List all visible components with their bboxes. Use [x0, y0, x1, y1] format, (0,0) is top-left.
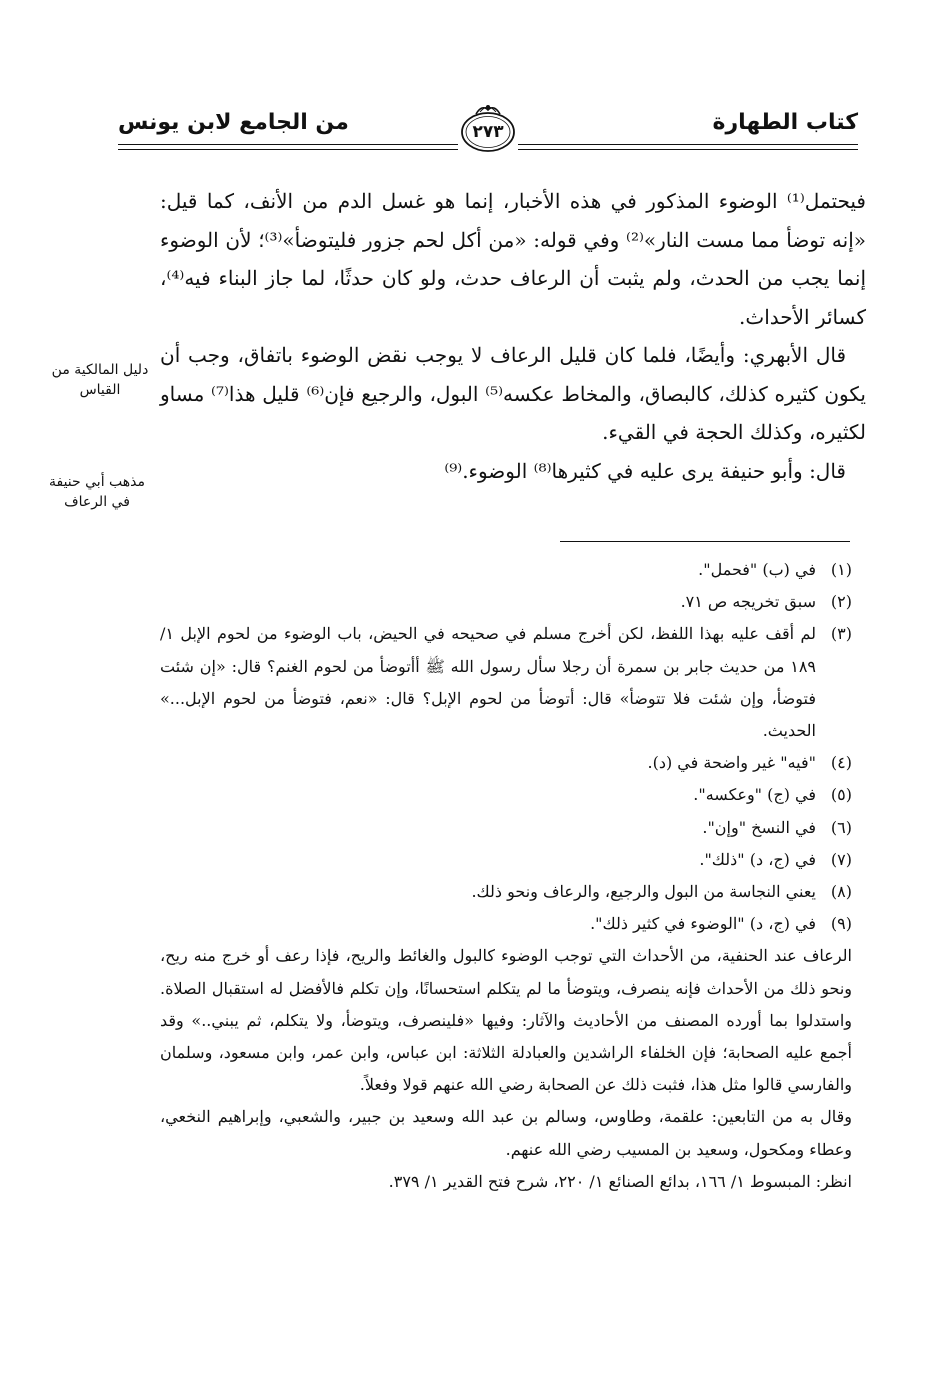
footnote: [160, 844, 852, 876]
footnote-number: (٣): [830, 624, 852, 644]
footnote-number: (٤): [830, 753, 852, 773]
footnote-continuation: وقال به من التابعين: علقمة، وطاوس، وسالم بن عبد الله وسعيد بن جبير، والشعبي، وإبراهيم النخعي، وعطاء ومكحول، وسعيد بن المسيب رضي الله عنهم.: [160, 1107, 853, 1159]
footnote-text: يعني النجاسة من البول والرجيع، والرعاف ونحو ذلك.: [471, 882, 816, 902]
footnote: [160, 586, 852, 618]
footnote-references: انظر: المبسوط ١/ ١٦٦، بدائع الصنائع ١/ ٢٢٠، شرح فتح القدير ١/ ٣٧٩.: [388, 1171, 852, 1191]
footnote-continuation: الرعاف عند الحنفية، من الأحداث التي توجب الوضوء كالبول والغائط والريح، فإذا رعف أو خرج منه ريح، ونحو ذلك من الأحداث فإنه ينصرف، ويتوضأ ما لم يتكلم استحسانًا، وإن تكلم فالأفضل له استقبال الصلاة. واستدلوا بما أورده المصنف من الأحاديث والآثار: وفيها «فلينصرف، ويتوضأ، ولا يتكلم، ثم يبني..» وقد أجمع عليه الصحابة؛ فإن الخلفاء الراشدين والعبادلة الثلاثة: ابن عباس، وابن عمر، وابن مسعود، وسلمان والفارسي قالوا مثل هذا، فثبت ذلك عن الصحابة رضي الله عنهم قولا وفعلاً.: [160, 946, 852, 1095]
page-number: ٢٧٣: [472, 122, 504, 142]
footnote-number: (٢): [830, 592, 852, 612]
footnote-text: "فيه" غير واضحة في (د).: [647, 753, 816, 773]
footnote-text: في (ج) "وعكسه".: [693, 785, 816, 805]
book-title: من الجامع لابن يونس: [118, 110, 349, 135]
paragraph: قال الأبهري: وأيضًا، فلما كان قليل الرعاف لا يوجب نقض الوضوء باتفاق، وجب أن يكون كثيره كذلك، كالبصاق، والمخاط عكسه⁽⁵⁾ البول، والرجيع فإن⁽⁶⁾ قليل هذا⁽⁷⁾ مساو لكثيره، وكذلك الحجة في القيء.: [160, 343, 866, 444]
footnote-text: في النسخ "وإن".: [702, 817, 816, 837]
footnote-text: لم أقف عليه بهذا اللفظ، لكن أخرج مسلم في صحيحه في الحيض، باب الوضوء من لحوم الإبل ١/ ١٨٩ من حديث جابر بن سمرة أن رجلا سأل رسول الله ﷺ أأتوضأ من لحوم الغنم؟ قال: «إن شئت فتوضأ، وإن شئت فلا تتوضأ» قال: أتوضأ من لحوم الإبل؟ قال: «نعم، فتوضأ من لحوم الإبل...» الحديث.: [160, 624, 817, 741]
running-header: [118, 100, 858, 160]
main-text: [160, 182, 866, 490]
footnote-number: (٥): [830, 785, 852, 805]
footnote-text: في (ج، د) "الوضوء في كثير ذلك".: [590, 914, 816, 934]
paragraph: قال: وأبو حنيفة يرى عليه في كثيرها⁽⁸⁾ الوضوء.⁽⁹⁾: [444, 458, 846, 483]
footnote: [160, 876, 852, 908]
footnote: [160, 747, 852, 779]
footnote-separator: [560, 541, 850, 542]
footnote-text: في (ج، د) "ذلك".: [699, 849, 816, 869]
footnote: [160, 812, 852, 844]
chapter-title: كتاب الطهارة: [712, 110, 858, 135]
footnote: [160, 554, 852, 586]
footnote: [160, 618, 852, 747]
footnotes: [160, 554, 852, 1198]
footnote-number: (٨): [830, 882, 852, 902]
footnote-text: في (ب) "فحمل".: [698, 560, 816, 579]
footnote: [160, 908, 852, 940]
page-number-ornament: [458, 102, 518, 154]
footnote-number: (٧): [830, 849, 852, 869]
margin-note: مذهب أبي حنيفة في الرعاف: [48, 474, 146, 510]
footnote-text: سبق تخريجه ص ٧١.: [680, 592, 816, 612]
footnote: [160, 779, 852, 811]
margin-note: دليل المالكية من القياس: [51, 362, 149, 398]
footnote-number: (١): [830, 560, 852, 579]
footnote-number: (٩): [830, 914, 852, 934]
footnote-number: (٦): [830, 817, 852, 837]
paragraph: فيحتمل⁽¹⁾ الوضوء المذكور في هذه الأخبار، إنما هو غسل الدم من الأنف، كما قيل: «إنه توضأ مما مست النار»⁽²⁾ وفي قوله: «من أكل لحم جزور فليتوضأ»⁽³⁾؛ لأن الوضوء إنما يجب من الحدث، ولم يثبت أن الرعاف حدث، ولو كان حدثًا، لما جاز البناء فيه⁽⁴⁾، كسائر الأحداث.: [160, 189, 866, 329]
